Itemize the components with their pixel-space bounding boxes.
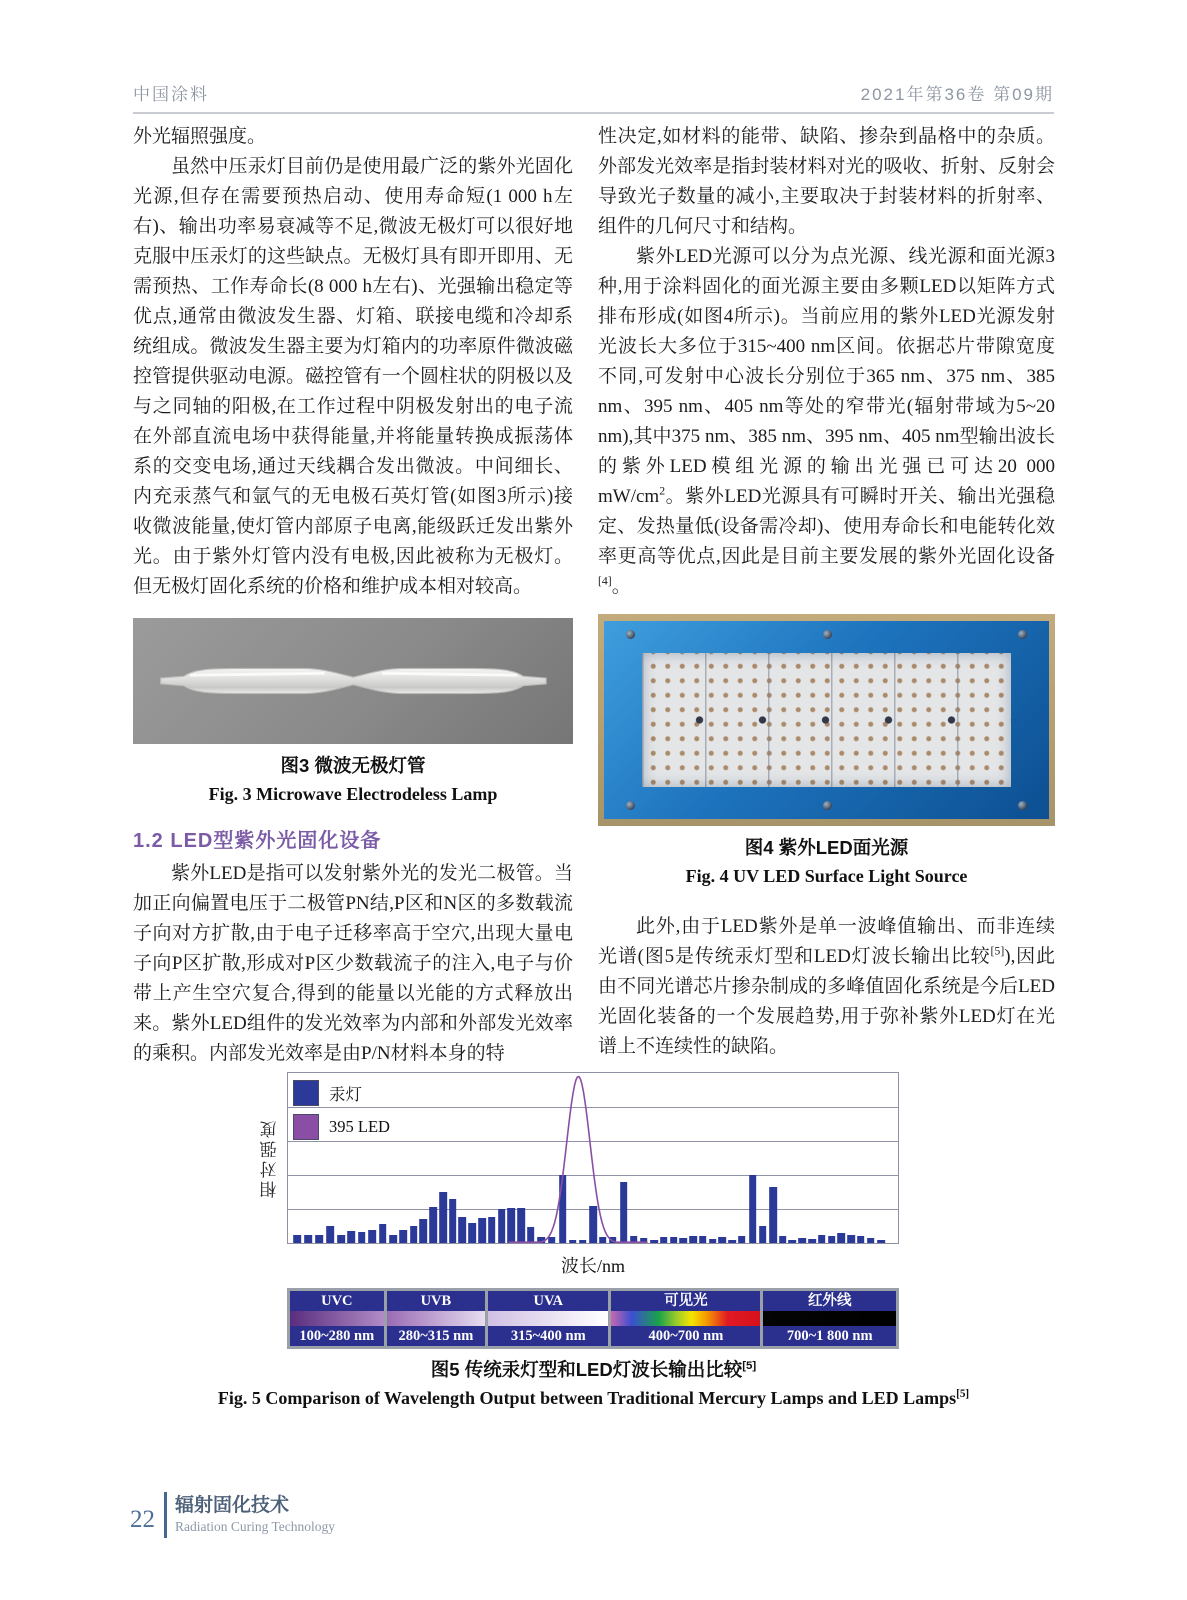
screw-icon (823, 630, 832, 639)
band-label: 可见光 (611, 1291, 760, 1311)
band-range: 280~315 nm (387, 1326, 486, 1346)
band-label: UVA (488, 1291, 608, 1311)
band-gradient (387, 1311, 486, 1326)
legend-swatch (293, 1080, 319, 1106)
page-number: 22 (130, 1506, 155, 1533)
band-gradient (290, 1311, 384, 1326)
band-label: UVB (387, 1291, 486, 1311)
band-gradient (488, 1311, 608, 1326)
fig5-caption-en: Fig. 5 Comparison of Wavelength Output between Traditional Mercury Lamps and LED Lamps[5] (217, 1388, 970, 1408)
band-gradient (611, 1311, 760, 1326)
right-column (598, 122, 1055, 1062)
fig3-caption (133, 752, 573, 808)
paragraph: 此外,由于LED紫外是单一波峰值输出、而非连续光谱(图5是传统汞灯型和LED灯波长输出比较[5]),因此由不同光谱芯片掺杂制成的多峰值固化系统是今后LED光固化装备的一个发展趋势,用于弥补紫外LED灯在光谱上不连续性的缺陷。 (598, 916, 1056, 1057)
paragraph: 性决定,如材料的能带、缺陷、掺杂到晶格中的杂质。外部发光效率是指封装材料对光的吸收、折射、反射会导致光子数量的减小,主要取决于封装材料的折射率、组件的几何尺寸和结构。 (598, 126, 1055, 237)
band-cell-可见光 (611, 1291, 760, 1346)
screw-icon (1018, 630, 1027, 639)
band-cell-红外线 (763, 1291, 896, 1346)
footer-divider (164, 1492, 167, 1538)
band-cell-UVC (290, 1291, 384, 1346)
screw-icon (1018, 801, 1027, 810)
paragraph: 虽然中压汞灯目前仍是使用最广泛的紫外光固化光源,但存在需要预热启动、使用寿命短(1 000 h左右)、输出功率易衰减等不足,微波无极灯可以很好地克服中压汞灯的这些缺点。无极灯具有即开即用、无需预热、工作寿命长(8 000 h左右)、光强输出稳定等优点,通常由微波发生器、灯箱、联接电缆和冷却系统组成。微波发生器主要为灯箱内的功率原件微波磁控管提供驱动电源。磁控管有一个圆柱状的阴极以及与之同轴的阳极,在工作过程中阴极发射出的电子流在外部直流电场中获得能量,并将能量转换成振荡体系的交变电场,通过天线耦合发出微波。中间细长、内充汞蒸气和氩气的无电极石英灯管(如图3所示)接收微波能量,使灯管内部原子电离,能级跃迁发出紫外光。由于紫外灯管内没有电极,因此被称为无极灯。但无极灯固化系统的价格和维护成本相对较高。 (133, 156, 573, 597)
journal-name: 中国涂料 (133, 85, 209, 104)
x-axis-label: 波长/nm (560, 1256, 625, 1276)
paragraph: 紫外LED是指可以发射紫外光的发光二极管。当加正向偏置电压于二极管PN结,P区和N区的多数载流子向对方扩散,由于电子迁移率高于空穴,出现大量电子向P区扩散,形成对P区少数载流子的注入,电子与价带上产生空穴复合,得到的能量以光能的方式释放出来。紫外LED组件的发光效率为内部和外部发光效率的乘积。内部发光效率是由P/N材料本身的特 (133, 863, 573, 1064)
fig3-caption-en: Fig. 3 Microwave Electrodeless Lamp (208, 784, 498, 804)
fig4-uv-led-panel-photo (598, 614, 1055, 826)
band-range: 400~700 nm (611, 1326, 760, 1346)
page-footer (130, 1492, 335, 1538)
screw-icon (823, 801, 832, 810)
band-range: 315~400 nm (488, 1326, 608, 1346)
fig4-caption-en: Fig. 4 UV LED Surface Light Source (685, 866, 968, 886)
band-cell-UVB (387, 1291, 486, 1346)
band-label: 红外线 (763, 1291, 896, 1311)
y-axis-label: 相对强度 (260, 1118, 280, 1198)
band-label: UVC (290, 1291, 384, 1311)
band-range: 100~280 nm (290, 1326, 384, 1346)
band-gradient (763, 1311, 896, 1326)
footer-title-en: Radiation Curing Technology (175, 1519, 336, 1534)
screw-icon (626, 630, 635, 639)
legend-item (293, 1110, 390, 1144)
fig3-caption-zh: 图3 微波无极灯管 (280, 755, 426, 776)
band-cell-UVA (488, 1291, 608, 1346)
fig4-caption (598, 834, 1055, 890)
fig4-caption-zh: 图4 紫外LED面光源 (744, 837, 909, 858)
band-range: 700~1 800 nm (763, 1326, 896, 1346)
fig5-caption-zh: 图5 传统汞灯型和LED灯波长输出比较[5] (430, 1359, 757, 1380)
fig5-caption (133, 1356, 1054, 1412)
footer-title-zh: 辐射固化技术 (175, 1495, 290, 1516)
led-array (642, 653, 1011, 787)
issue-info: 2021年第36卷 第09期 (860, 85, 1054, 104)
page-header (133, 80, 1054, 114)
led-panel-frame (604, 621, 1049, 819)
legend-label: 395 LED (329, 1117, 390, 1136)
fig5-spectrum-chart (260, 1072, 899, 1349)
legend-swatch (293, 1114, 319, 1140)
left-column (133, 122, 573, 1069)
footer-titles (175, 1494, 335, 1536)
chart-plot-area (287, 1072, 899, 1244)
fig3-electrodeless-lamp-photo (133, 618, 573, 744)
lamp-tube-graphic (151, 651, 556, 711)
paragraph: 外光辐照强度。 (133, 126, 267, 147)
chart-legend (293, 1076, 390, 1144)
wavelength-band-strip (287, 1288, 899, 1349)
legend-label: 汞灯 (329, 1085, 362, 1104)
paragraph: 紫外LED光源可以分为点光源、线光源和面光源3种,用于涂料固化的面光源主要由多颗LED以矩阵方式排布形成(如图4所示)。当前应用的紫外LED光源发射光波长大多位于315~400 nm区间。依据芯片带隙宽度不同,可发射中心波长分别位于365 nm、375 nm、385 nm、395 nm、405 nm等处的窄带光(辐射带域为5~20 nm),其中375 nm、385 nm、395 nm、405 nm型输出波长的紫外LED模组光源的输出光强已可达20 000 mW/cm$^2$。紫外LED光源具有可瞬时开关、输出光强稳定、发热量低(设备需冷却)、使用寿命长和电能转化效率更高等优点,因此是目前主要发展的紫外光固化设备[4]。 (598, 246, 1055, 597)
section-heading-1-2: 1.2 LED型紫外光固化设备 (133, 830, 382, 852)
screw-icon (626, 801, 635, 810)
legend-item (293, 1076, 390, 1110)
